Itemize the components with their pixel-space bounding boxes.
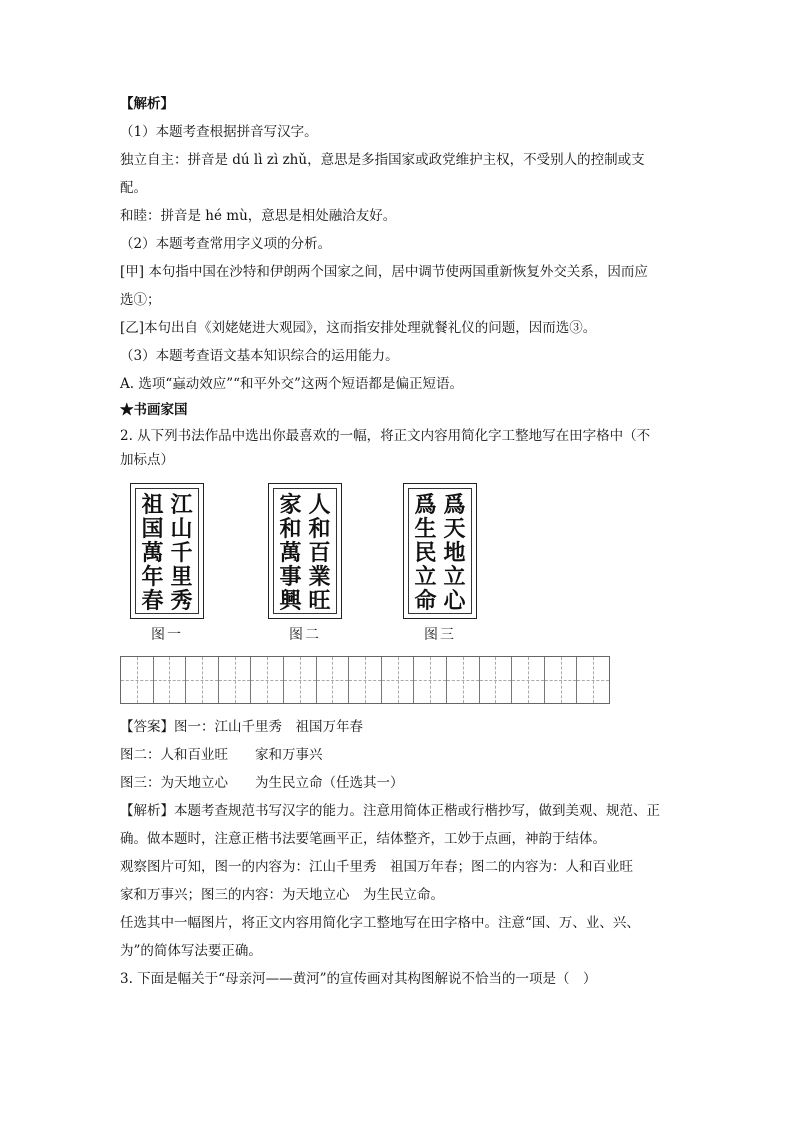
calligraphy-column — [278, 493, 304, 613]
calligraphy-character: 萬 — [279, 540, 302, 566]
calligraphy-figure — [268, 483, 342, 619]
grid-cell — [382, 657, 415, 703]
calligraphy-character: 業 — [308, 564, 331, 590]
grid-cell — [349, 657, 382, 703]
calligraphy-character: 和 — [279, 516, 302, 542]
text-line: （3）本题考查语文基本知识综合的运用能力。 — [120, 348, 399, 364]
grid-cell — [219, 657, 252, 703]
tianzige-grid — [120, 656, 610, 704]
text-line: 2. 从下列书法作品中选出你最喜欢的一幅，将正文内容用简化字工整地写在田字格中（不 — [120, 428, 651, 444]
calligraphy-character: 旺 — [308, 588, 331, 614]
calligraphy-character: 心 — [443, 588, 466, 614]
calligraphy-column — [169, 493, 195, 613]
figure-caption: 图三 — [424, 627, 456, 643]
text-line: 配。 — [120, 180, 147, 196]
calligraphy-character: 祖 — [141, 492, 164, 518]
calligraphy-character: 立 — [414, 564, 437, 590]
text-line: （2）本题考查常用字义项的分析。 — [120, 236, 332, 252]
calligraphy-character: 地 — [443, 540, 466, 566]
calligraphy-character: 百 — [308, 540, 331, 566]
calligraphy-character: 春 — [141, 588, 164, 614]
grid-cell — [121, 657, 154, 703]
calligraphy-character: 国 — [141, 516, 164, 542]
calligraphy-column — [413, 493, 439, 613]
text-line: 加标点） — [120, 452, 174, 468]
calligraphy-character: 事 — [279, 564, 302, 590]
grid-cell — [186, 657, 219, 703]
figure-caption: 图一 — [151, 627, 183, 643]
grid-cell — [545, 657, 578, 703]
calligraphy-character: 年 — [141, 564, 164, 590]
calligraphy-frame — [273, 488, 337, 614]
grid-cell — [512, 657, 545, 703]
text-line: 3. 下面是幅关于“母亲河——黄河”的宣传画对其构图解说不恰当的一项是（ ） — [120, 971, 597, 987]
calligraphy-character: 天 — [443, 516, 466, 542]
grid-cell — [414, 657, 447, 703]
grid-cell — [577, 657, 609, 703]
text-line: [乙]本句出自《刘姥姥进大观园》，这而指安排处理就餐礼仪的问题，因而选③。 — [120, 320, 597, 336]
text-line: [甲] 本句指中国在沙特和伊朗两个国家之间，居中调节使两国重新恢复外交关系，因而应 — [120, 264, 648, 280]
calligraphy-column — [307, 493, 333, 613]
calligraphy-character: 和 — [308, 516, 331, 542]
text-line: 任选其中一幅图片，将正文内容用简化字工整地写在田字格中。注意“国、万、业、兴、 — [120, 915, 640, 931]
grid-cell — [251, 657, 284, 703]
calligraphy-character: 千 — [170, 540, 193, 566]
calligraphy-character: 秀 — [170, 588, 193, 614]
calligraphy-character: 家 — [279, 492, 302, 518]
grid-cell — [317, 657, 350, 703]
text-line: （1）本题考查根据拼音写汉字。 — [120, 124, 318, 140]
calligraphy-character: 爲 — [443, 492, 466, 518]
calligraphy-character: 民 — [414, 540, 437, 566]
text-line: 和睦：拼音是 hé mù，意思是相处融洽友好。 — [120, 208, 397, 224]
calligraphy-character: 萬 — [141, 540, 164, 566]
text-line: 【解析】本题考查规范书写汉字的能力。注意用简体正楷或行楷抄写，做到美观、规范、正 — [120, 803, 660, 819]
calligraphy-character: 立 — [443, 564, 466, 590]
calligraphy-figure — [403, 483, 477, 619]
grid-cell — [447, 657, 480, 703]
calligraphy-column — [140, 493, 166, 613]
grid-cell — [284, 657, 317, 703]
text-line: 独立自主：拼音是 dú lì zì zhǔ，意思是多指国家或政党维护主权，不受别人的控制或支 — [120, 152, 645, 168]
calligraphy-character: 里 — [170, 564, 193, 590]
calligraphy-character: 人 — [308, 492, 331, 518]
text-line: 家和万事兴；图三的内容：为天地立心 为生民立命。 — [120, 887, 444, 903]
text-line: A. 选项“蝱动效应”“和平外交”这两个短语都是偏正短语。 — [120, 376, 463, 392]
text-line: ★书画家国 — [120, 402, 188, 418]
calligraphy-character: 生 — [414, 516, 437, 542]
calligraphy-column — [442, 493, 468, 613]
calligraphy-figure — [130, 483, 204, 619]
text-line: 选①； — [120, 292, 161, 308]
figure-caption: 图二 — [289, 627, 321, 643]
calligraphy-frame — [408, 488, 472, 614]
calligraphy-character: 命 — [414, 588, 437, 614]
text-line: 确。做本题时，注意正楷书法要笔画平正，结体整齐，工妙于点画，神韵于结体。 — [120, 831, 606, 847]
grid-cell — [480, 657, 513, 703]
calligraphy-character: 爲 — [414, 492, 437, 518]
calligraphy-character: 山 — [170, 516, 193, 542]
calligraphy-frame — [135, 488, 199, 614]
text-line: 观察图片可知，图一的内容为：江山千里秀 祖国万年春；图二的内容为：人和百业旺 — [120, 859, 633, 875]
calligraphy-character: 江 — [170, 492, 193, 518]
calligraphy-character: 興 — [279, 588, 302, 614]
text-line: 图三：为天地立心 为生民立命（任选其一） — [120, 775, 404, 791]
text-line: 【答案】图一：江山千里秀 祖国万年春 — [120, 719, 363, 735]
text-line: 为”的简体写法要正确。 — [120, 943, 262, 959]
grid-cell — [154, 657, 187, 703]
text-line: 图二：人和百业旺 家和万事兴 — [120, 747, 323, 763]
text-line: 【解析】 — [120, 96, 174, 112]
